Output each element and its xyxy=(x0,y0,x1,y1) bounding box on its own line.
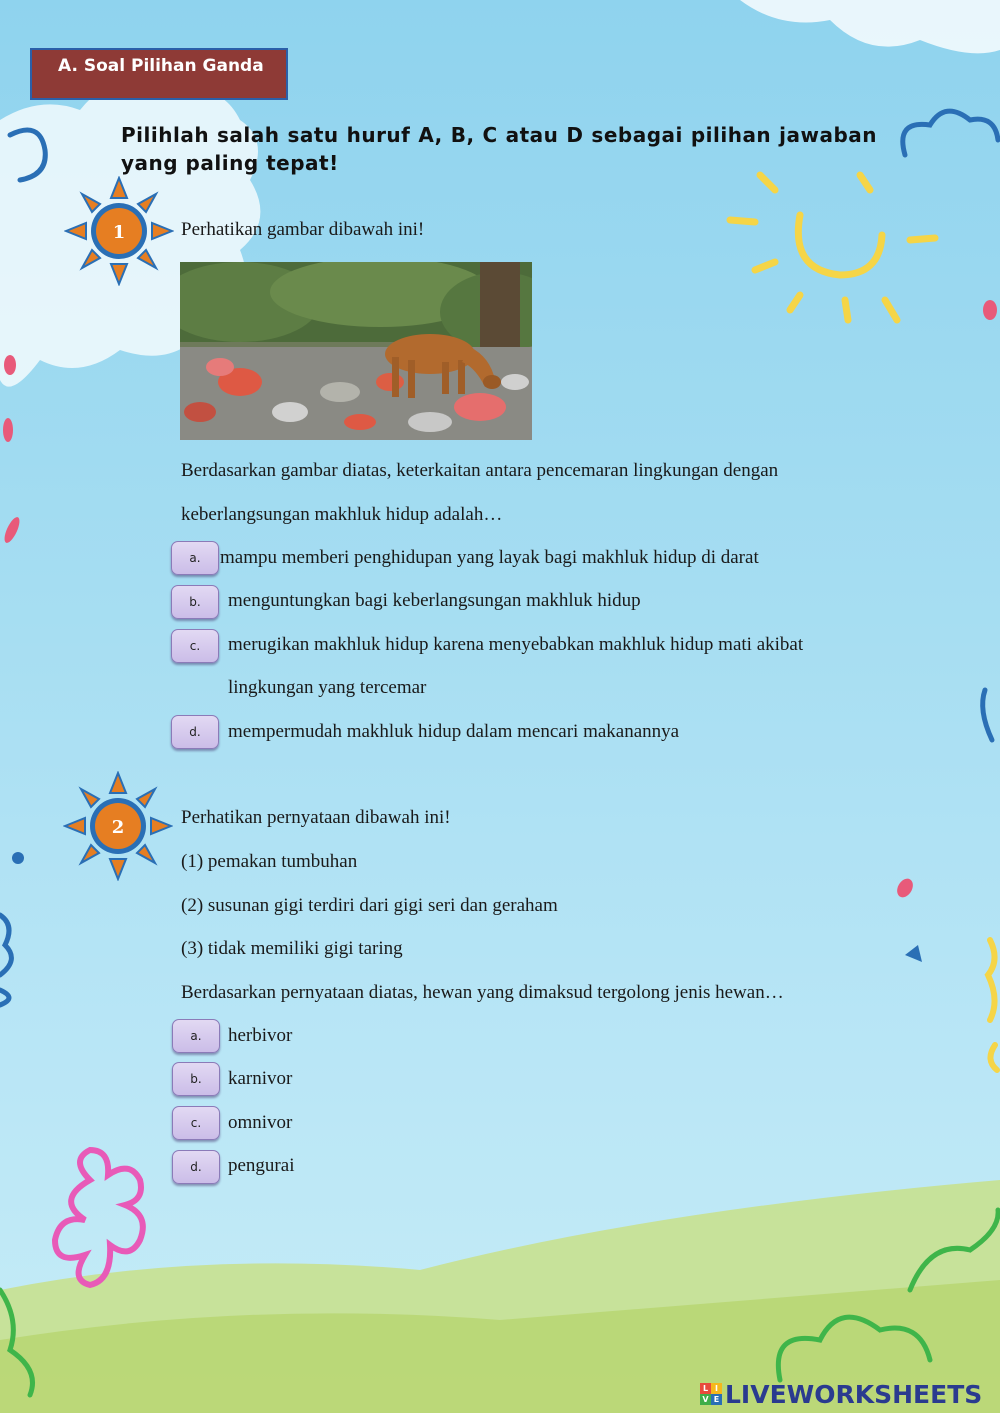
q1-option-b-text: menguntungkan bagi keberlangsungan makhluk hidup xyxy=(228,590,641,611)
logo-mark-letter: V xyxy=(700,1394,711,1405)
liveworksheets-logo xyxy=(700,1378,982,1410)
liveworksheets-mark-icon xyxy=(700,1383,722,1405)
q2-option-d-button[interactable]: d. xyxy=(172,1150,220,1184)
question-number-sun-icon xyxy=(64,176,174,286)
q2-statement-3: (3) tidak memiliki gigi taring xyxy=(181,938,403,959)
question-number: 1 xyxy=(112,222,126,243)
q2-statement-1: (1) pemakan tumbuhan xyxy=(181,851,358,872)
question-number: 2 xyxy=(111,817,125,838)
liveworksheets-brand: LIVEWORKSHEETS xyxy=(725,1379,983,1409)
q1-option-d-text: mempermudah makhluk hidup dalam mencari makanannya xyxy=(228,721,680,742)
q1-option-c-text: merugikan makhluk hidup karena menyebabkan makhluk hidup mati akibat xyxy=(228,634,804,655)
logo-mark-letter: L xyxy=(700,1383,711,1394)
q1-option-a-text: mampu memberi penghidupan yang layak bagi makhluk hidup di darat xyxy=(220,547,759,568)
q1-option-c-button[interactable]: c. xyxy=(171,629,219,663)
section-title: A. Soal Pilihan Ganda xyxy=(58,56,264,76)
logo-mark-letter: E xyxy=(711,1394,722,1405)
q1-question-line1: Berdasarkan gambar diatas, keterkaitan antara pencemaran lingkungan dengan xyxy=(181,460,779,481)
q1-option-a-button[interactable]: a. xyxy=(171,541,219,575)
q2-option-b-text: karnivor xyxy=(228,1068,293,1089)
q2-statement-2: (2) susunan gigi terdiri dari gigi seri dan geraham xyxy=(181,895,558,916)
q1-prompt: Perhatikan gambar dibawah ini! xyxy=(181,219,425,240)
question-number-sun-icon xyxy=(63,771,173,881)
q2-option-a-text: herbivor xyxy=(228,1025,293,1046)
q2-option-b-button[interactable]: b. xyxy=(172,1062,220,1096)
q1-question-line2: keberlangsungan makhluk hidup adalah… xyxy=(181,504,503,525)
q2-option-c-text: omnivor xyxy=(228,1112,293,1133)
q2-question: Berdasarkan pernyataan diatas, hewan yang dimaksud tergolong jenis hewan… xyxy=(181,982,784,1003)
q1-option-c-text-line2: lingkungan yang tercemar xyxy=(228,677,427,698)
q2-option-c-button[interactable]: c. xyxy=(172,1106,220,1140)
q1-option-d-button[interactable]: d. xyxy=(171,715,219,749)
q2-option-d-text: pengurai xyxy=(228,1155,295,1176)
logo-mark-letter: I xyxy=(711,1383,722,1394)
q2-prompt: Perhatikan pernyataan dibawah ini! xyxy=(181,807,451,828)
instruction-text: Pilihlah salah satu huruf A, B, C atau D sebagai pilihan jawaban yang paling tepat! xyxy=(121,123,877,175)
q2-option-a-button[interactable]: a. xyxy=(172,1019,220,1053)
section-header xyxy=(30,48,288,100)
q1-option-b-button[interactable]: b. xyxy=(171,585,219,619)
pollution-goat-photo xyxy=(180,262,532,440)
